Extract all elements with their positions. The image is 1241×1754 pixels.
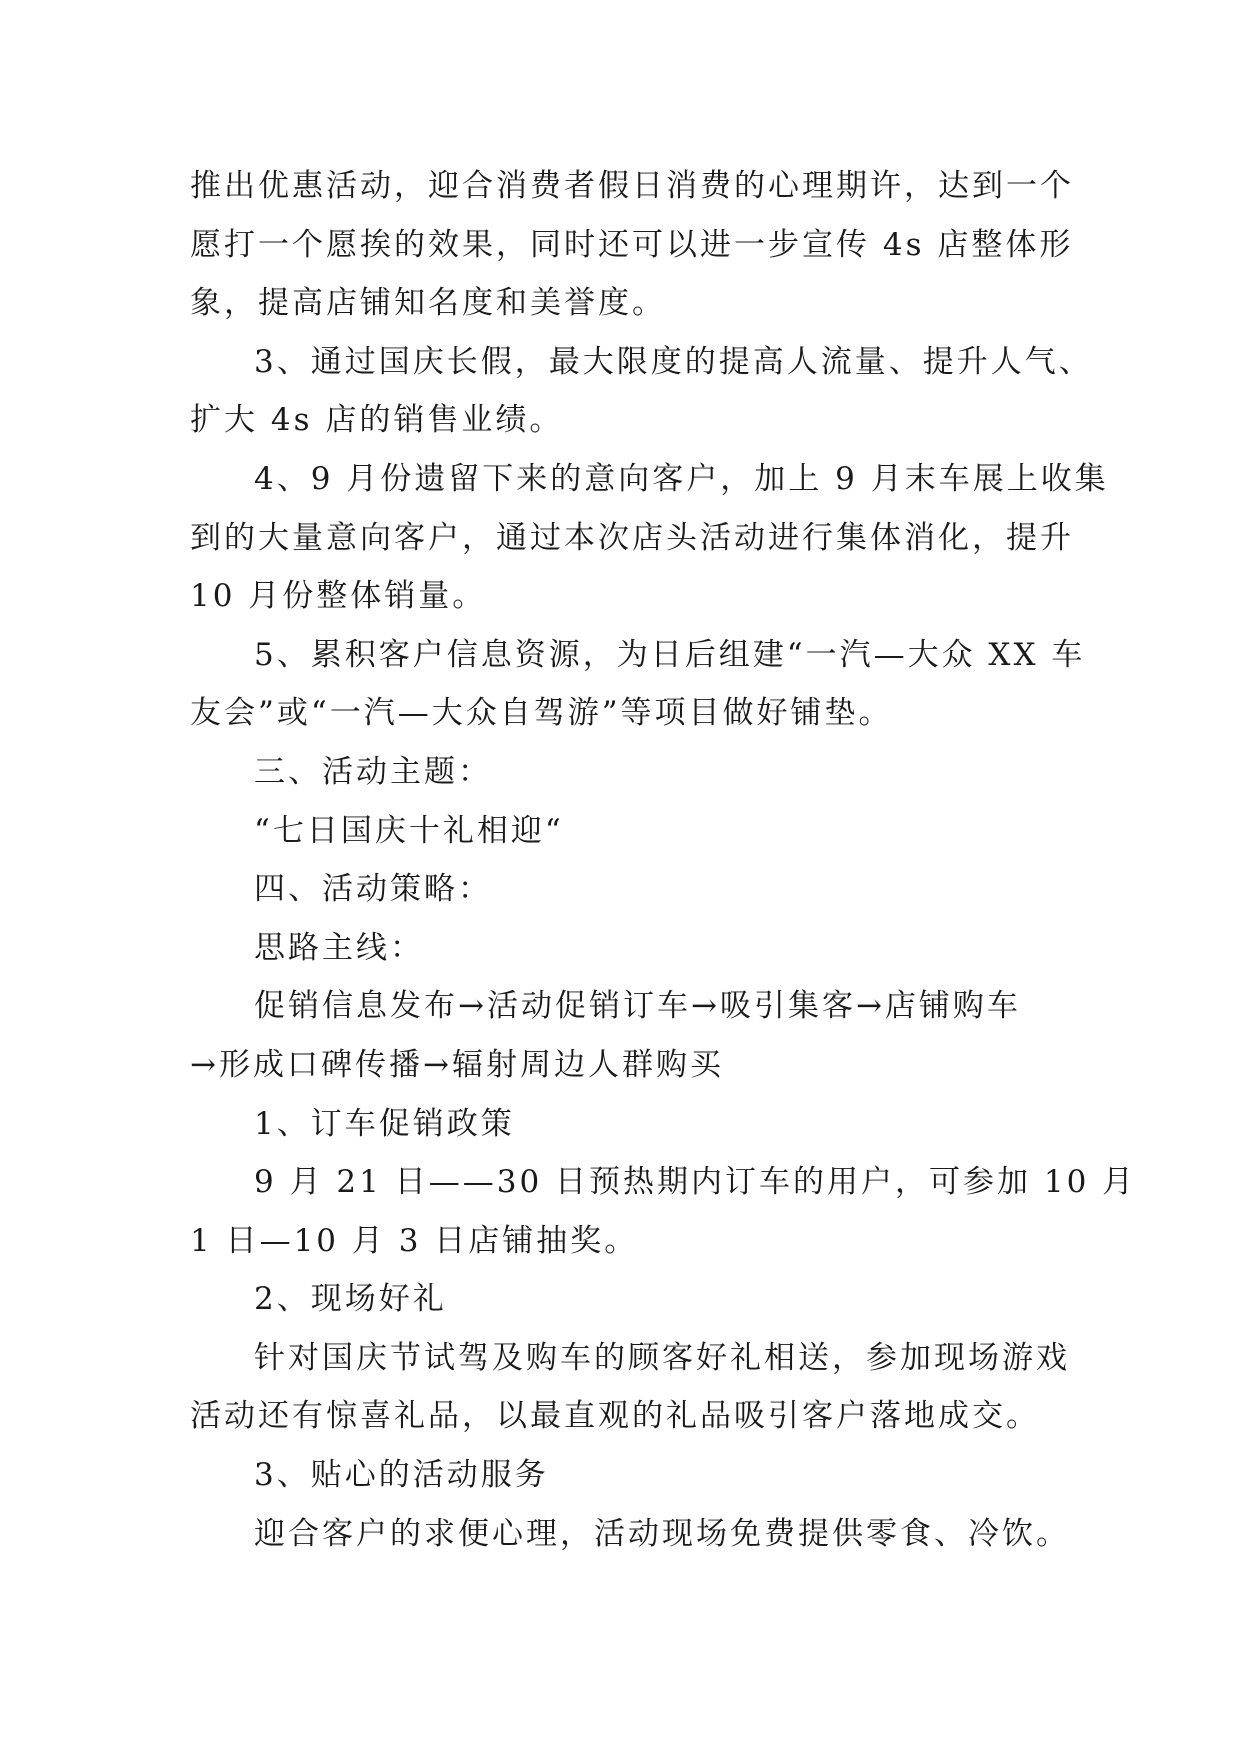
text-line: 5、累积客户信息资源，为日后组建“一汽—大众 XX 车 bbox=[254, 636, 1086, 673]
subheading: 1、订车促销政策 bbox=[254, 1105, 515, 1142]
text-line: 友会”或“一汽—大众自驾游”等项目做好铺垫。 bbox=[190, 695, 893, 732]
text-line: 愿打一个愿挨的效果，同时还可以进一步宣传 4s 店整体形 bbox=[190, 226, 1074, 263]
text-line: 扩大 4s 店的销售业绩。 bbox=[190, 402, 564, 439]
text-line: 4、9 月份遗留下来的意向客户，加上 9 月末车展上收集 bbox=[254, 460, 1109, 497]
text-line: 1 日—10 月 3 日店铺抽奖。 bbox=[190, 1222, 639, 1259]
subheading: 思路主线： bbox=[254, 929, 424, 966]
text-line: →形成口碑传播→辐射周边人群购买 bbox=[190, 1046, 724, 1083]
text-line: 推出优惠活动，迎合消费者假日消费的心理期许，达到一个 bbox=[190, 168, 1074, 204]
text-line: 3、通过国庆长假，最大限度的提高人流量、提升人气、 bbox=[254, 343, 1093, 380]
section-heading: 四、活动策略： bbox=[254, 871, 492, 908]
document-body bbox=[190, 157, 1137, 1563]
text-line: 象，提高店铺知名度和美誉度。 bbox=[190, 285, 666, 322]
text-line: 活动还有惊喜礼品，以最直观的礼品吸引客户落地成交。 bbox=[190, 1398, 1040, 1435]
text-line: 9 月 21 日——30 日预热期内订车的用户，可参加 10 月 bbox=[254, 1164, 1137, 1201]
subheading: 2、现场好礼 bbox=[254, 1281, 447, 1318]
section-heading: 三、活动主题： bbox=[254, 753, 492, 790]
activity-theme: “七日国庆十礼相迎“ bbox=[254, 812, 564, 849]
subheading: 3、贴心的活动服务 bbox=[254, 1457, 549, 1494]
text-line: 针对国庆节试驾及购车的顾客好礼相送，参加现场游戏 bbox=[254, 1339, 1070, 1376]
text-line: 迎合客户的求便心理，活动现场免费提供零食、冷饮。 bbox=[254, 1515, 1070, 1552]
text-line: 促销信息发布→活动促销订车→吸引集客→店铺购车 bbox=[254, 988, 1021, 1025]
text-line: 到的大量意向客户，通过本次店头活动进行集体消化，提升 bbox=[190, 519, 1074, 556]
text-line: 10 月份整体销量。 bbox=[190, 578, 487, 615]
